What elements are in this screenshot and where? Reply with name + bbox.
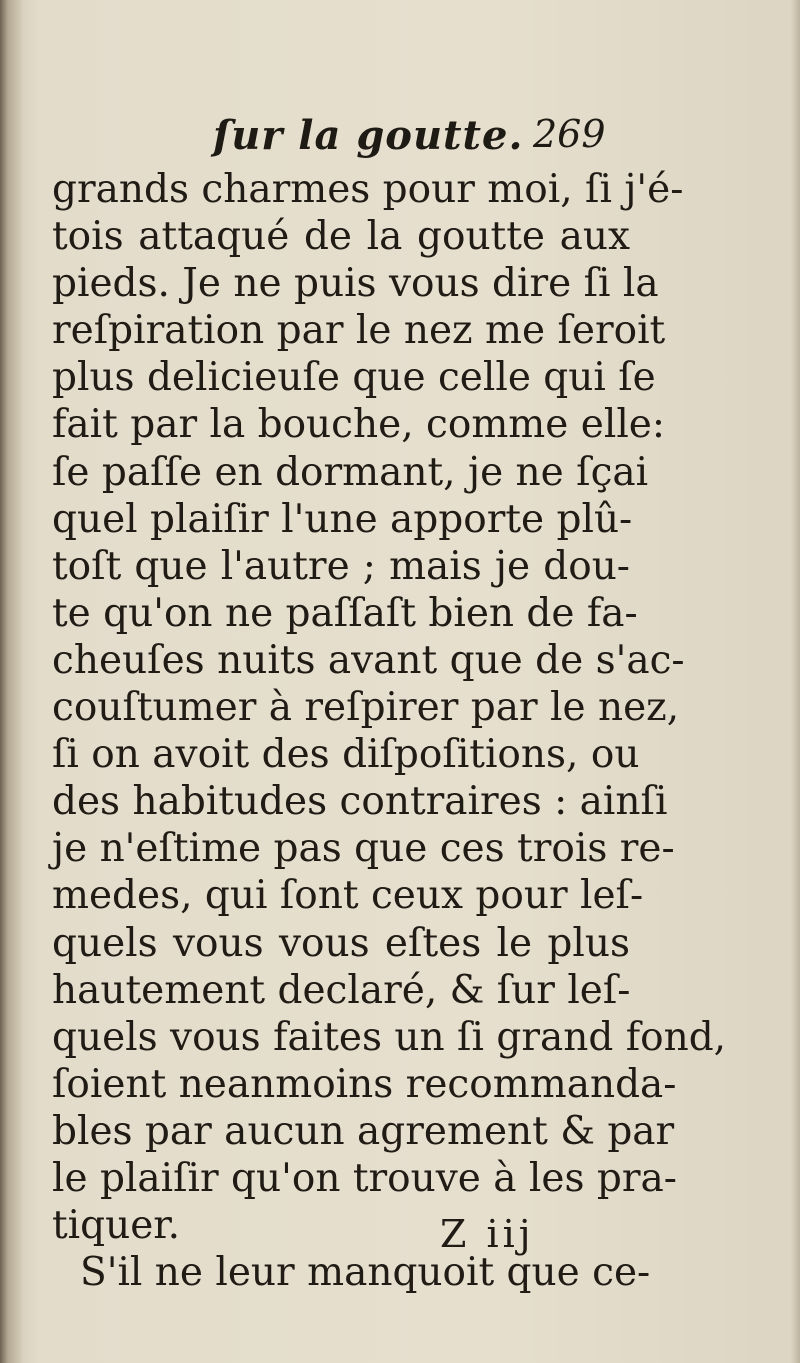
text-line: couſtumer à reſpirer par le nez, xyxy=(52,685,680,731)
text-line: tiquer. xyxy=(52,1203,181,1249)
text-line: des habitudes contraires : ainſi xyxy=(52,779,668,825)
text-line: grands charmes pour moi, ſi j'é- xyxy=(52,167,684,212)
text-line: toſt que l'autre ; mais je dou- xyxy=(52,543,630,589)
text-line: ſe paſſe en dormant, je ne ſçai xyxy=(52,449,649,495)
text-line: quels vous vous eſtes le plus xyxy=(52,920,630,966)
text-line: ſoient neanmoins recommanda- xyxy=(52,1061,677,1107)
body-text xyxy=(52,166,727,1296)
text-line: S'il ne leur manquoit que ce- xyxy=(80,1250,651,1296)
page-edge xyxy=(790,0,800,1363)
text-line: ſi on avoit des diſpoſitions, ou xyxy=(52,732,640,778)
text-line: fait par la bouche, comme elle: xyxy=(52,402,666,448)
signature-mark: Z iij xyxy=(440,1212,535,1256)
text-line: pieds. Je ne puis vous dire ſi la xyxy=(52,261,659,307)
text-line: plus delicieuſe que celle qui ſe xyxy=(52,355,656,401)
text-line: te qu'on ne paſſaſt bien de fa- xyxy=(52,590,638,636)
text-line: cheuſes nuits avant que de s'ac- xyxy=(52,637,685,683)
page-gutter xyxy=(0,0,22,1363)
text-line: je n'eſtime pas que ces trois re- xyxy=(52,826,675,872)
running-title: ſur la goutte. xyxy=(213,112,524,159)
text-line: quel plaiſir l'une apporte plû- xyxy=(52,496,633,542)
text-line: tois attaqué de la goutte aux xyxy=(52,214,630,260)
text-line: quels vous faites un ſi grand fond, xyxy=(52,1014,727,1060)
text-line: medes, qui ſont ceux pour leſ- xyxy=(52,873,644,919)
text-line: bles par aucun agrement & par xyxy=(52,1108,675,1154)
page-number: 269 xyxy=(533,112,606,156)
text-line: reſpiration par le nez me ſeroit xyxy=(52,308,666,354)
text-line: le plaiſir qu'on trouve à les pra- xyxy=(52,1155,677,1201)
text-line: hautement declaré, & ſur leſ- xyxy=(52,967,631,1013)
page-header xyxy=(0,112,800,172)
